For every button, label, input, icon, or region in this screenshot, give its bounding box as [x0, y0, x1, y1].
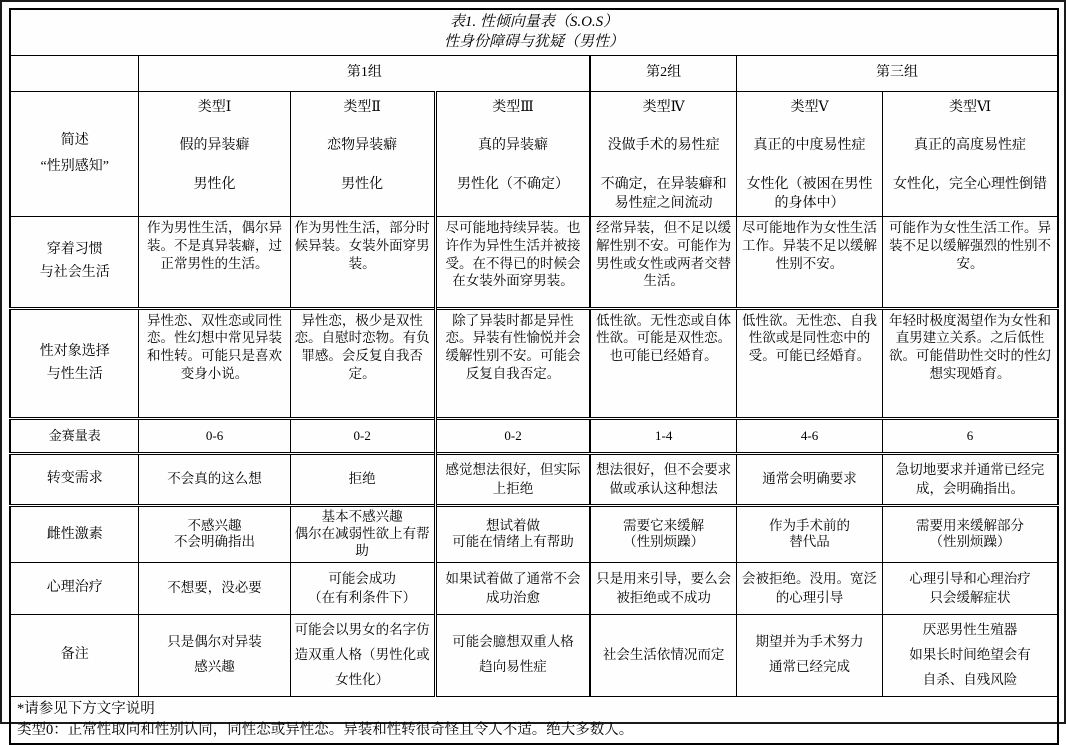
cell-text-line: 不会真的这么想 — [167, 471, 262, 487]
cell-conversion-demand-type-2 — [290, 454, 435, 506]
cell-text-line: 6 — [966, 427, 974, 443]
cell-text-line: 心理引导和心理治疗 — [909, 570, 1031, 586]
group-header-empty-cell — [10, 55, 139, 91]
cell-text-line: 异性恋、双性恋或同性恋。性幻想中常见异装和性转。可能只是喜欢变身小说。 — [147, 312, 283, 381]
cell-sex-object-choice-type-6 — [883, 308, 1058, 418]
cell-kinsey-scale-type-2 — [290, 418, 435, 453]
cell-text-line: 尽可能地持续异装。也许作为异性生活并被接受。在不得已的时候会在女装外面穿男装。 — [445, 219, 581, 289]
table-footnote-cell — [10, 696, 1058, 744]
cell-conversion-demand-type-5 — [736, 454, 882, 506]
row-header-conversion-demand — [10, 454, 139, 506]
cell-text-line: 性对象选择 — [39, 343, 110, 359]
cell-text-line: 男性化（不确定） — [457, 176, 570, 192]
cell-text-line: 只是用来引导，要么会被拒绝或不成功 — [596, 570, 732, 606]
table-row-sex-object-choice — [10, 308, 1058, 418]
table-footnote-row — [10, 696, 1058, 744]
cell-text-line: 心理治疗 — [46, 580, 103, 596]
cell-text-line: 0-2 — [504, 427, 522, 443]
cell-text-line: 雌性激素 — [46, 526, 103, 542]
cell-text-line: 年轻时极度渴望作为女性和直男建立关系。之后低性欲。可能借助性交时的性幻想实现婚育。 — [889, 312, 1052, 381]
group-header-row — [10, 55, 1058, 91]
cell-psychotherapy-type-1 — [139, 562, 290, 614]
cell-text-line: 穿着习惯 — [46, 241, 103, 257]
cell-summary-type-1 — [139, 91, 290, 216]
cell-notes-type-2 — [290, 614, 435, 696]
cell-text-line: 不感兴趣 — [187, 517, 242, 533]
cell-text-line: 不确定，在异装癖和易性症之间流动 — [600, 176, 727, 212]
cell-text-line: 想试着做 — [486, 517, 541, 533]
cell-summary-type-4 — [590, 91, 736, 216]
cell-text-line: 偶尔在减弱性欲上有帮助 — [294, 525, 430, 558]
cell-text-line: 简述 — [60, 133, 89, 149]
cell-notes-type-5 — [736, 614, 882, 696]
cell-text-line: 趋向易性症 — [479, 659, 547, 675]
cell-dressing-social-life-type-6 — [883, 216, 1058, 308]
cell-psychotherapy-type-3 — [435, 562, 590, 614]
table-row-dressing-social-life — [10, 216, 1058, 308]
cell-text-line: 类型Ⅱ — [343, 99, 381, 115]
table-row-notes — [10, 614, 1058, 696]
cell-estrogen-type-2 — [290, 506, 435, 563]
cell-sex-object-choice-type-3 — [435, 308, 590, 418]
cell-sex-object-choice-type-1 — [139, 308, 290, 418]
group-1-header: 第1组 — [139, 55, 590, 91]
cell-conversion-demand-type-4 — [590, 454, 736, 506]
group-2-header: 第2组 — [590, 55, 736, 91]
cell-text-line: 需要用来缓解部分 — [916, 517, 1025, 533]
cell-text-line: 拒绝 — [348, 471, 376, 487]
cell-text-line: 急切地要求并通常已经完成，会明确指出。 — [895, 462, 1045, 496]
row-header-summary — [10, 91, 139, 216]
cell-estrogen-type-3 — [435, 506, 590, 563]
table-title-cell — [10, 9, 1058, 55]
footnote-line1: *请参见下方文字说明 — [17, 700, 155, 717]
cell-text-line: “性别感知” — [40, 158, 109, 174]
cell-text-line: 类型Ⅰ — [197, 99, 232, 115]
cell-text-line: 女性化，完全心理性倒错 — [893, 176, 1048, 192]
cell-text-line: 男性化 — [341, 176, 384, 192]
cell-psychotherapy-type-6 — [883, 562, 1058, 614]
cell-text-line: 只会缓解症状 — [929, 590, 1011, 606]
cell-text-line: 4-6 — [800, 427, 819, 443]
cell-estrogen-type-5 — [736, 506, 882, 563]
cell-text-line: 与社会生活 — [39, 265, 110, 281]
cell-text-line: 尽可能地作为女性生活工作。异装不足以缓解性别不安。 — [742, 219, 878, 271]
table-row-summary — [10, 91, 1058, 216]
cell-text-line: 厌恶男性生殖器 — [922, 621, 1018, 637]
cell-text-line: 异性恋，极少是双性恋。自慰时恋物。有负罪感。会反复自我否定。 — [294, 312, 430, 381]
cell-kinsey-scale-type-4 — [590, 418, 736, 453]
cell-text-line: 期望并为手术努力 — [755, 634, 864, 650]
cell-text-line: 转变需求 — [46, 471, 103, 487]
cell-text-line: 恋物异装癖 — [327, 138, 398, 154]
cell-summary-type-5 — [736, 91, 882, 216]
cell-text-line: 低性欲。无性恋或自体性欲。可能是双性恋。也可能已经婚育。 — [596, 312, 732, 363]
cell-text-line: （性别烦躁） — [929, 534, 1011, 550]
table-title-row — [10, 9, 1058, 55]
row-header-kinsey-scale — [10, 418, 139, 453]
cell-text-line: 类型Ⅴ — [790, 99, 829, 115]
cell-text-line: 与性生活 — [46, 366, 103, 382]
cell-kinsey-scale-type-1 — [139, 418, 290, 453]
cell-sex-object-choice-type-5 — [736, 308, 882, 418]
footnote-line2: 类型0：正常性取向和性别认同，同性恋或异性恋。异装和性转很奇怪且令人不适。绝大多数人。 — [17, 721, 634, 738]
cell-text-line: 真正的高度易性症 — [914, 138, 1027, 154]
cell-kinsey-scale-type-5 — [736, 418, 882, 453]
cell-text-line: 只是偶尔对异装 — [167, 634, 262, 650]
cell-text-line: 如果试着做了通常不会成功治愈 — [445, 570, 581, 606]
cell-text-line: 可能会成功 — [328, 570, 396, 586]
cell-text-line: 真正的中度易性症 — [753, 138, 866, 154]
cell-estrogen-type-4 — [590, 506, 736, 563]
table-title-line2: 性身份障碍与犹疑（男性） — [443, 34, 624, 51]
cell-text-line: 感觉想法很好，但实际上拒绝 — [445, 462, 581, 496]
cell-summary-type-6 — [883, 91, 1058, 216]
cell-text-line: 社会生活依情况而定 — [602, 646, 725, 662]
cell-conversion-demand-type-6 — [883, 454, 1058, 506]
cell-conversion-demand-type-1 — [139, 454, 290, 506]
row-header-sex-object-choice — [10, 308, 139, 418]
cell-text-line: 想法很好，但不会要求做或承认这种想法 — [596, 462, 732, 496]
cell-text-line: 不会明确指出 — [174, 534, 256, 550]
row-header-psychotherapy — [10, 562, 139, 614]
cell-text-line: 备注 — [60, 647, 89, 663]
cell-text-line: 类型Ⅵ — [949, 99, 992, 115]
cell-text-line: 自杀、自残风险 — [922, 671, 1018, 687]
cell-text-line: （在有利条件下） — [308, 590, 417, 606]
sos-table-body — [10, 9, 1058, 744]
cell-text-line: 女性化（被困在男性的身体中） — [746, 176, 873, 212]
cell-notes-type-3 — [435, 614, 590, 696]
cell-text-line: （性别烦躁） — [623, 534, 705, 550]
cell-text-line: 经常异装，但不足以缓解性别不安。可能作为男性或女性或两者交替生活。 — [596, 219, 732, 289]
cell-text-line: 作为男性生活，部分时候异装。女装外面穿男装。 — [294, 219, 430, 271]
cell-summary-type-3 — [435, 91, 590, 216]
cell-dressing-social-life-type-3 — [435, 216, 590, 308]
cell-text-line: 需要它来缓解 — [623, 517, 705, 533]
cell-text-line: 通常已经完成 — [769, 659, 851, 675]
cell-text-line: 男性化 — [193, 176, 236, 192]
cell-conversion-demand-type-3 — [435, 454, 590, 506]
cell-psychotherapy-type-4 — [590, 562, 736, 614]
cell-text-line: 0-2 — [353, 427, 371, 443]
cell-text-line: 1-4 — [655, 427, 673, 443]
cell-text-line: 类型Ⅲ — [492, 99, 534, 115]
cell-text-line: 假的异装癖 — [179, 138, 250, 154]
cell-text-line: 感兴趣 — [194, 659, 235, 675]
cell-text-line: 基本不感兴趣 — [321, 509, 403, 525]
cell-text-line: 作为手术前的 — [769, 517, 851, 533]
table-title-line1: 表1. 性倾向量表（S.O.S） — [449, 14, 619, 30]
table-row-psychotherapy — [10, 562, 1058, 614]
cell-psychotherapy-type-2 — [290, 562, 435, 614]
table-row-estrogen — [10, 506, 1058, 563]
cell-dressing-social-life-type-1 — [139, 216, 290, 308]
cell-text-line: 不想要，没必要 — [167, 580, 262, 596]
cell-text-line: 没做手术的易性症 — [607, 138, 720, 154]
table-row-kinsey-scale — [10, 418, 1058, 453]
cell-text-line: 0-6 — [205, 427, 224, 443]
table-row-conversion-demand — [10, 454, 1058, 506]
cell-text-line: 通常会明确要求 — [762, 471, 857, 487]
cell-text-line: 低性欲。无性恋、自我性欲或是同性恋中的受。可能已经婚育。 — [742, 312, 878, 363]
cell-text-line: 可能在情绪上有帮助 — [452, 534, 574, 550]
cell-sex-object-choice-type-2 — [290, 308, 435, 418]
cell-text-line: 作为男性生活，偶尔异装。不是真异装癖，过正常男性的生活。 — [147, 219, 283, 271]
cell-estrogen-type-1 — [139, 506, 290, 563]
cell-psychotherapy-type-5 — [736, 562, 882, 614]
cell-dressing-social-life-type-2 — [290, 216, 435, 308]
cell-text-line: 除了异装时都是异性恋。异装有性愉悦并会缓解性别不安。可能会反复自我否定。 — [445, 312, 581, 381]
cell-text-line: 如果长时间绝望会有 — [909, 646, 1031, 662]
cell-text-line: 真的异装癖 — [478, 138, 549, 154]
sos-table — [9, 8, 1059, 745]
cell-notes-type-6 — [883, 614, 1058, 696]
cell-text-line: 替代品 — [789, 534, 830, 550]
cell-text-line: 可能会以男女的名字仿造双重人格（男性化或女性化） — [294, 621, 430, 687]
cell-estrogen-type-6 — [883, 506, 1058, 563]
cell-notes-type-4 — [590, 614, 736, 696]
row-header-dressing-social-life — [10, 216, 139, 308]
row-header-estrogen — [10, 506, 139, 563]
cell-text-line: 类型Ⅳ — [642, 99, 685, 115]
cell-sex-object-choice-type-4 — [590, 308, 736, 418]
row-header-notes — [10, 614, 139, 696]
cell-notes-type-1 — [139, 614, 290, 696]
cell-summary-type-2 — [290, 91, 435, 216]
cell-text-line: 金赛量表 — [48, 427, 101, 443]
group-3-header: 第三组 — [736, 55, 1058, 91]
cell-kinsey-scale-type-3 — [435, 418, 590, 453]
cell-dressing-social-life-type-4 — [590, 216, 736, 308]
cell-text-line: 会被拒绝。没用。宽泛的心理引导 — [742, 570, 878, 606]
cell-dressing-social-life-type-5 — [736, 216, 882, 308]
cell-text-line: 可能会臆想双重人格 — [452, 634, 574, 650]
cell-text-line: 可能作为女性生活工作。异装不足以缓解强烈的性别不安。 — [889, 219, 1052, 271]
cell-kinsey-scale-type-6 — [883, 418, 1058, 453]
